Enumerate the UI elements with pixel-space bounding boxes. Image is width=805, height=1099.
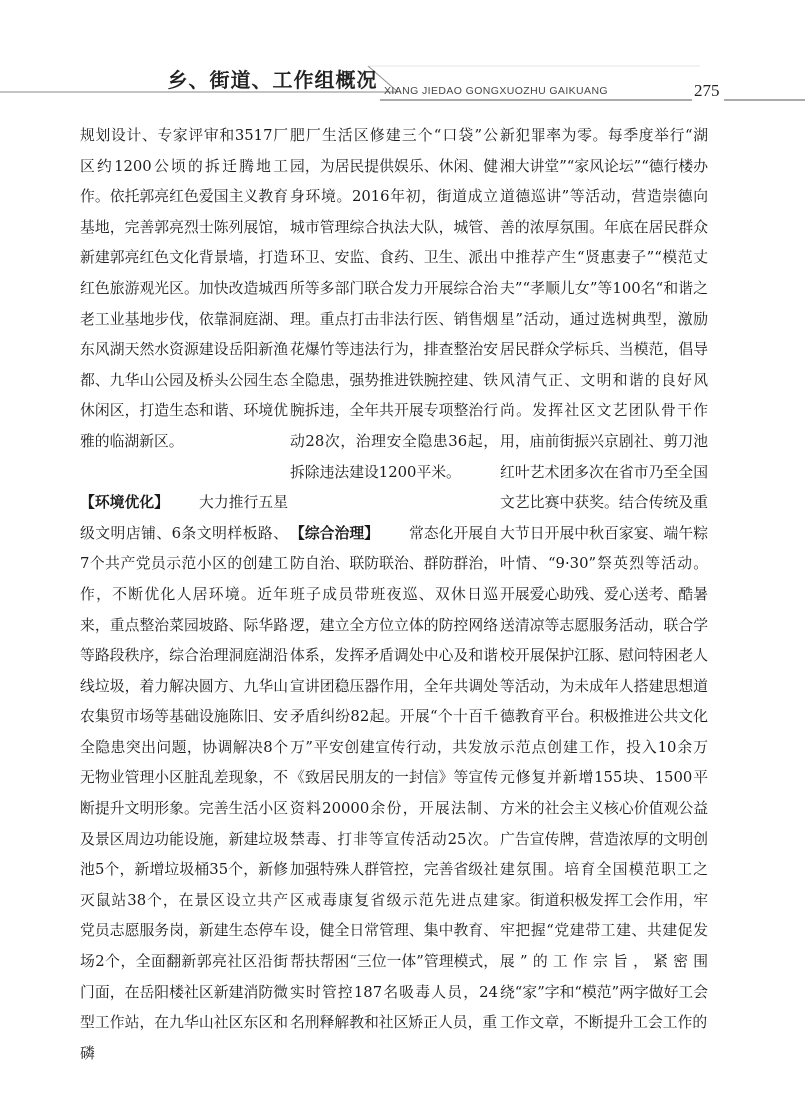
paragraph-text: 大力推行五星级文明店铺、6条文明样板路、7个共产党员示范小区的创建工作，不断优化人居环境。近年来，重点整治菜园坡路、际华路等路段秩序，综合治理洞庭湖沿线垃圾，着力解决圆方、九华山农集贸市场等基础设施陈旧、安全隐患突出问题，协调解决8个无物业管理小区脏乱差现象，不断提升文明形象。完善生活小区及景区周边功能设施，新建垃圾池5个，新增垃圾桶35个，新修灭鼠站38个，在景区设立共产党员志愿服务岗，新建生态停车场2个，全面翻新郭亮社区沿街门面，在岳阳楼社区新建消防微型工作站，在九华山社区东区和磷 [80,494,288,1062]
section-heading-environment: 【环境优化】 [80,494,169,512]
page-number: 275 [694,81,720,100]
section-title-pinyin: XIANG JIEDAO GONGXUOZHU GAIKUANG [384,85,608,97]
paragraph-text: 常态化开展自防自治、联防联治、群防群治，班子成员带班夜巡、双休日巡逻，建立全方位立体的防控网络体系，发挥矛盾调处中心及和谐宣讲团稳压器作用，全年共调处矛盾纠纷82起。开展“个十百千万”平安创建宣传行动，共发放《致居民朋友的一封信》等宣传资料20000余份，开展法制、禁毒、打非等宣传活动25次。加强特殊人群管控，完善省级社区戒毒康复省级示范先进点建设，健全日常管理、集中教育、帮扶帮困“三位一体”管理模式，实时管控187名吸毒人员，24名刑释解教和社区矫正人员，重 [290,524,498,1032]
paragraph [290,519,498,1039]
text-column-3 [500,121,708,1039]
paragraph: 规划设计、专家评审和3517厂区约1200公顷的拆迁腾地工作。依托郭亮红色爱国主义教育基地，完善郭亮烈士陈列展馆，新建郭亮红色文化背景墙，打造红色旅游观光区。加快改造城西老工业基地步伐，依靠洞庭湖、东风湖天然水资源建设岳阳新渔都、九华山公园及桥头公园生态休闲区，打造生态和谐、环境优雅的临湖新区。 [80,127,288,450]
text-column-1 [80,121,288,1069]
text-column-2 [290,121,498,1039]
section-heading-governance: 【综合治理】 [290,524,379,542]
page-header [0,0,805,110]
paragraph [80,488,288,1069]
paragraph: 新犯罪率为零。每季度举行“湖湘大讲堂”“家风论坛”“德行楼办道德巡讲”等活动，营造崇德向善的浓厚氛围。年底在居民群众中推荐产生“贤惠妻子”“模范丈夫”“孝顺儿女”等100名“和谐之星”活动，通过选树典型，激励居民群众学标兵、当模范，倡导风清气正、文明和谐的良好风尚。发挥社区文艺团队骨干作用，庙前街振兴京剧社、剪刀池红叶艺术团多次在省市乃至全国文艺比赛中获奖。结合传统及重大节日开展中秋百家宴、端午粽叶情、“9·30”祭英烈等活动。开展爱心助残、爱心送考、酷暑送清凉等志愿服务活动，联合学校开展保护江豚、慰问特困老人等活动，为未成年人搭建思想道德教育平台。积极推进公共文化示范点创建工作，投入10余万元修复并新增155块、1500平方米的社会主义核心价值观公益广告宣传牌，营造浓厚的文明创建氛围。培育全国模范职工之家。街道积极发挥工会作用，牢牢把握“党建带工建、共建促发展”的工作宗旨，紧密围绕“家”字和“模范”两字做好工会工作文章，不断提升工会工作的 [500,127,708,1032]
paragraph: 肥厂生活区修建三个“口袋”公园，为居民提供娱乐、休闲、健身环境。2016年初，街道成立城市管理综合执法大队，城管、环卫、安监、食药、卫生、派出所等多部门联合发力开展综合治理。重点打击非法行医、销售烟花爆竹等违法行为，排查整治安全隐患，强势推进铁腕控建、铁腕拆违，全年共开展专项整治行动28次，治理安全隐患36起，拆除违法建设1200平米。 [290,127,498,481]
section-title: 乡、街道、工作组概况 [167,68,378,92]
